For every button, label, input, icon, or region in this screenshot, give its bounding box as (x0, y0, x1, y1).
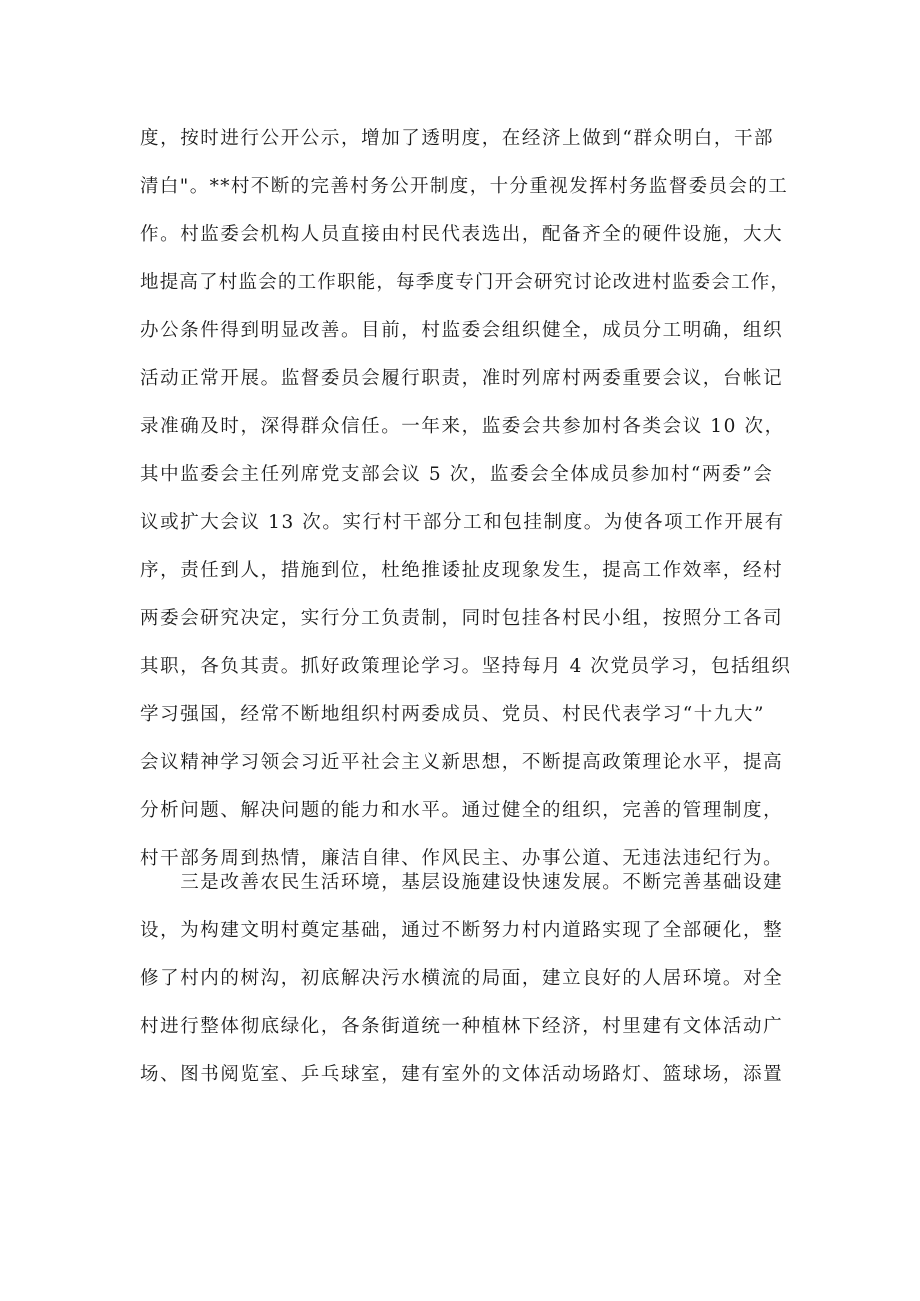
text-line: 村干部务周到热情，廉洁自律、作风民主、办事公道、无违法违纪行为。 (140, 848, 784, 869)
text-line: 活动正常开展。监督委员会履行职责，准时列席村两委重要会议，台帐记 (140, 368, 784, 389)
text-line: 设，为构建文明村奠定基础，通过不断努力村内道路实现了全部硬化，整 (140, 920, 784, 941)
text-line: 度，按时进行公开公示，增加了透明度，在经济上做到“群众明白，干部 (140, 128, 775, 149)
text-line: 清白"。**村不断的完善村务公开制度，十分重视发挥村务监督委员会的工 (140, 176, 789, 197)
text-line: 地提高了村监会的工作职能，每季度专门开会研究讨论改进村监委会工作， (140, 272, 791, 293)
text-line: 录准确及时，深得群众信任。一年来，监委会共参加村各类会议 10 次， (140, 416, 785, 437)
text-line: 序，责任到人，措施到位，杜绝推诿扯皮现象发生，提高工作效率，经村 (140, 560, 784, 581)
text-line: 其中监委会主任列席党支部会议 5 次，监委会全体成员参加村“两委”会 (140, 464, 774, 485)
text-line: 作。村监委会机构人员直接由村民代表选出，配备齐全的硬件设施，大大 (140, 224, 784, 245)
text-line: 分析问题、解决问题的能力和水平。通过健全的组织，完善的管理制度， (140, 800, 784, 821)
text-line: 场、图书阅览室、乒乓球室，建有室外的文体活动场路灯、篮球场，添置 (140, 1064, 784, 1085)
text-line: 其职，各负其责。抓好政策理论学习。坚持每月 4 次党员学习，包括组织 (140, 656, 792, 677)
text-line: 会议精神学习领会习近平社会主义新思想，不断提高政策理论水平，提高 (140, 752, 784, 773)
text-line: 学习强国，经常不断地组织村两委成员、党员、村民代表学习“十九大” (140, 704, 766, 725)
text-line: 办公条件得到明显改善。目前，村监委会组织健全，成员分工明确，组织 (140, 320, 784, 341)
text-line: 两委会研究决定，实行分工负责制，同时包挂各村民小组，按照分工各司 (140, 608, 784, 629)
text-line: 三是改善农民生活环境，基层设施建设快速发展。不断完善基础设建 (140, 872, 784, 893)
text-line: 村进行整体彻底绿化，各条街道统一种植林下经济，村里建有文体活动广 (140, 1016, 784, 1037)
text-line: 议或扩大会议 13 次。实行村干部分工和包挂制度。为使各项工作开展有 (140, 512, 785, 533)
text-line: 修了村内的树沟，初底解决污水横流的局面，建立良好的人居环境。对全 (140, 968, 784, 989)
paragraph-living-environment (140, 859, 792, 1099)
paragraph-village-supervision (140, 115, 792, 883)
